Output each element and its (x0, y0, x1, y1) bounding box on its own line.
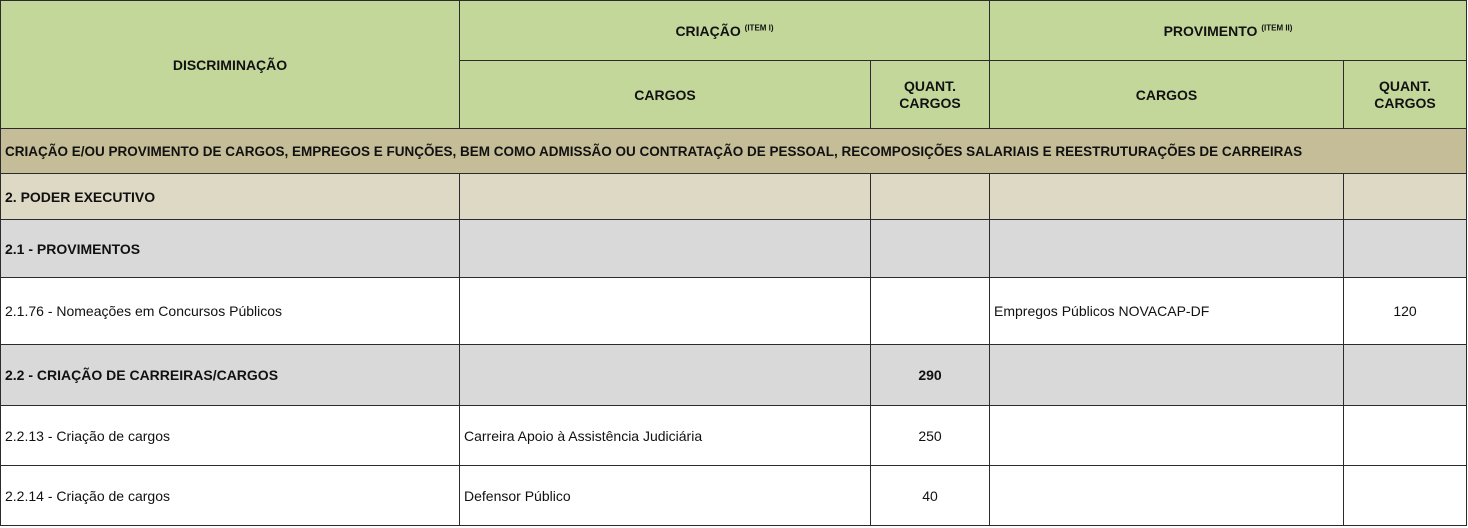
row-discriminacao: 2. PODER EXECUTIVO (1, 174, 460, 220)
header-provimento (990, 1, 1467, 61)
row-discriminacao: 2.2.13 - Criação de cargos (1, 406, 460, 466)
header-criacao (460, 1, 990, 61)
row-provimento-qty (1344, 345, 1467, 406)
row-provimento-qty (1344, 220, 1467, 278)
header-provimento-label: PROVIMENTO (1163, 22, 1258, 39)
row-provimento-qty (1344, 174, 1467, 220)
header-criacao-cargos: CARGOS (460, 61, 871, 129)
row-provimento-qty (1344, 466, 1467, 526)
table-row (1, 406, 1467, 466)
header-provimento-quant (1344, 61, 1467, 129)
header-provimento-note: (ITEM II) (1261, 22, 1293, 32)
header-criacao-note: (ITEM I) (744, 22, 774, 32)
row-provimento-cargo: Empregos Públicos NOVACAP-DF (990, 278, 1344, 345)
quant-line2: CARGOS (899, 94, 961, 111)
table-row (1, 345, 1467, 406)
row-criacao-cargo (460, 345, 871, 406)
row-criacao-cargo (460, 174, 871, 220)
quant-line2: CARGOS (1374, 94, 1436, 111)
header-provimento-cargos: CARGOS (990, 61, 1344, 129)
row-criacao-qty (871, 220, 990, 278)
row-criacao-cargo (460, 278, 871, 345)
section-row (1, 129, 1467, 174)
row-discriminacao: 2.1.76 - Nomeações em Concursos Públicos (1, 278, 460, 345)
row-criacao-qty: 250 (871, 406, 990, 466)
row-criacao-qty: 290 (871, 345, 990, 406)
header-criacao-quant (871, 61, 990, 129)
row-provimento-cargo (990, 174, 1344, 220)
section-title: CRIAÇÃO E/OU PROVIMENTO DE CARGOS, EMPREGOS E FUNÇÕES, BEM COMO ADMISSÃO OU CONTRATAÇÃO DE PESSOAL, RECOMPOSIÇÕES SALARIAIS E REESTRUTURAÇÕES DE CARREIRAS (1, 129, 1467, 174)
table-row (1, 278, 1467, 345)
table-row (1, 466, 1467, 526)
row-criacao-qty: 40 (871, 466, 990, 526)
row-provimento-cargo (990, 406, 1344, 466)
row-criacao-cargo: Carreira Apoio à Assistência Judiciária (460, 406, 871, 466)
row-discriminacao: 2.1 - PROVIMENTOS (1, 220, 460, 278)
quant-line1: QUANT. (1378, 77, 1432, 94)
table-row (1, 174, 1467, 220)
row-discriminacao: 2.2 - CRIAÇÃO DE CARREIRAS/CARGOS (1, 345, 460, 406)
quant-line1: QUANT. (903, 77, 957, 94)
row-criacao-cargo (460, 220, 871, 278)
row-provimento-qty: 120 (1344, 278, 1467, 345)
row-criacao-qty (871, 278, 990, 345)
row-provimento-cargo (990, 466, 1344, 526)
row-provimento-cargo (990, 220, 1344, 278)
row-criacao-qty (871, 174, 990, 220)
row-criacao-cargo: Defensor Público (460, 466, 871, 526)
row-provimento-cargo (990, 345, 1344, 406)
header-row-top (1, 1, 1467, 61)
row-provimento-qty (1344, 406, 1467, 466)
row-discriminacao: 2.2.14 - Criação de cargos (1, 466, 460, 526)
header-discriminacao: DISCRIMINAÇÃO (1, 1, 460, 129)
header-criacao-label: CRIAÇÃO (675, 22, 741, 39)
table-row (1, 220, 1467, 278)
